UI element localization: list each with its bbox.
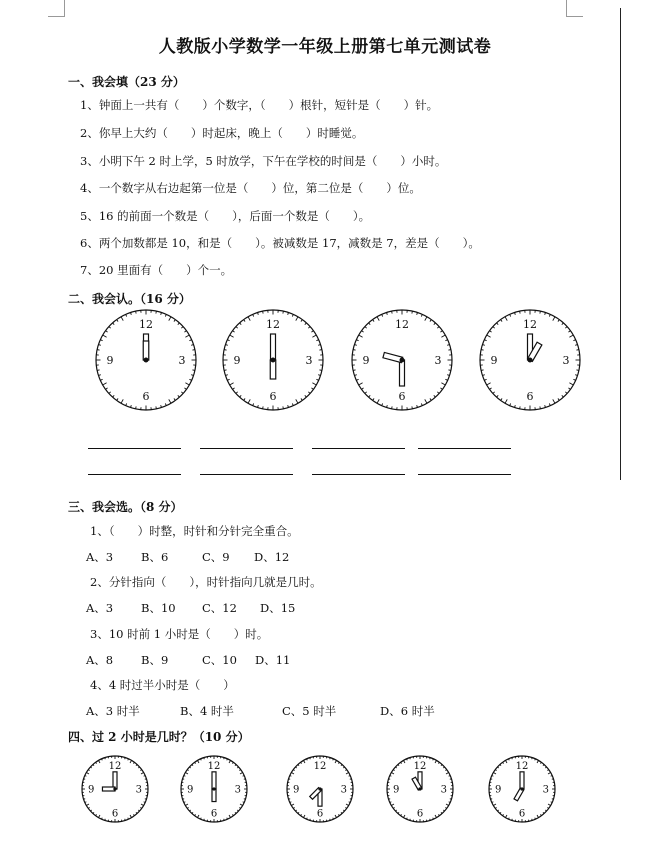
clock-tick bbox=[224, 758, 225, 760]
clock-tick bbox=[330, 819, 331, 821]
clock-number: 9 bbox=[88, 784, 95, 796]
s3-question-2: 2、分针指向（ ），时针指向几就是几时。 bbox=[90, 575, 322, 589]
clock-tick bbox=[310, 819, 311, 821]
clock-tick bbox=[156, 406, 157, 408]
clock-tick bbox=[263, 406, 264, 408]
option[interactable]: D、6 时半 bbox=[380, 704, 435, 718]
clock-number: 9 bbox=[293, 784, 300, 796]
clock-tick bbox=[390, 802, 392, 803]
clock-face bbox=[383, 752, 457, 826]
option[interactable]: D、11 bbox=[255, 653, 291, 667]
option[interactable]: A、8 bbox=[86, 653, 114, 667]
clock-number: 12 bbox=[515, 760, 529, 772]
clock-number: 3 bbox=[542, 784, 549, 796]
clock-tick bbox=[349, 802, 351, 803]
clock-tick bbox=[289, 779, 291, 780]
hour-hand bbox=[143, 341, 149, 360]
clock-tick bbox=[353, 350, 355, 351]
clock-tick bbox=[128, 818, 129, 820]
clock-tick bbox=[552, 799, 554, 800]
clock-tick bbox=[576, 350, 578, 351]
clock-tick bbox=[449, 776, 451, 777]
clock-tick bbox=[551, 776, 553, 777]
clock-tick bbox=[407, 818, 408, 820]
clock-tick bbox=[307, 759, 308, 761]
option[interactable]: B、6 bbox=[141, 550, 169, 564]
clock-tick bbox=[97, 370, 99, 371]
clock-tick bbox=[448, 370, 450, 371]
clock-number: 3 bbox=[434, 353, 442, 367]
answer-blank[interactable] bbox=[200, 448, 293, 449]
clock-tick bbox=[145, 779, 147, 780]
clock-number: 6 bbox=[210, 808, 218, 820]
clock-tick bbox=[156, 311, 157, 313]
clock-number: 6 bbox=[526, 389, 534, 403]
clock-tick bbox=[407, 759, 408, 761]
clock-center bbox=[318, 787, 321, 790]
clock-number: 9 bbox=[187, 784, 194, 796]
clock-tick bbox=[430, 819, 431, 821]
option[interactable]: B、10 bbox=[141, 601, 176, 615]
option[interactable]: A、3 bbox=[86, 601, 114, 615]
clock-tick bbox=[330, 758, 331, 760]
clock-tick bbox=[307, 818, 308, 820]
clock-tick bbox=[333, 818, 334, 820]
clock-tick bbox=[283, 311, 284, 313]
clock-tick bbox=[227, 818, 228, 820]
section3-heading: 三、我会选。（8 分） bbox=[68, 500, 183, 514]
hour-hand bbox=[270, 360, 276, 379]
clock-tick bbox=[102, 818, 103, 820]
clock-tick bbox=[128, 759, 129, 761]
clock-tick bbox=[85, 802, 87, 803]
s1-item-2: 2、你早上大约（ ）时起床，晚上（ ）时睡觉。 bbox=[80, 126, 364, 140]
clock-tick bbox=[389, 799, 391, 800]
clock-tick bbox=[290, 776, 292, 777]
clock-tick bbox=[448, 350, 450, 351]
clock-tick bbox=[319, 370, 321, 371]
clock-tick bbox=[204, 819, 205, 821]
minute-hand bbox=[400, 360, 405, 386]
hour-hand bbox=[212, 789, 216, 802]
clock-tick bbox=[224, 819, 225, 821]
clock-number: 9 bbox=[106, 353, 114, 367]
clock-number: 9 bbox=[490, 353, 498, 367]
clock-face bbox=[348, 306, 456, 414]
clock-tick bbox=[410, 819, 411, 821]
clock-tick bbox=[492, 776, 494, 777]
clock-tick bbox=[389, 779, 391, 780]
clock-center bbox=[418, 787, 421, 790]
clock-tick bbox=[289, 799, 291, 800]
clock-tick bbox=[410, 758, 411, 760]
clock-tick bbox=[532, 819, 533, 821]
clock-tick bbox=[509, 759, 510, 761]
answer-blank[interactable] bbox=[418, 474, 511, 475]
clock-tick bbox=[184, 802, 186, 803]
clock-tick bbox=[390, 776, 392, 777]
clock-tick bbox=[97, 350, 99, 351]
clock-tick bbox=[183, 779, 185, 780]
clock-number: 6 bbox=[269, 389, 277, 403]
option[interactable]: C、12 bbox=[202, 601, 237, 615]
option[interactable]: B、9 bbox=[141, 653, 169, 667]
clock-face bbox=[177, 752, 251, 826]
clock-tick bbox=[535, 759, 536, 761]
s3-question-4: 4、4 时过半小时是（ ） bbox=[90, 678, 235, 692]
clock-tick bbox=[84, 799, 86, 800]
clock-tick bbox=[491, 779, 493, 780]
clock-tick bbox=[192, 370, 194, 371]
clock-center bbox=[528, 358, 533, 363]
clock-number: 12 bbox=[413, 760, 427, 772]
clock-number: 12 bbox=[139, 317, 153, 331]
clock-center bbox=[520, 787, 523, 790]
clock-number: 3 bbox=[562, 353, 570, 367]
clock-center bbox=[144, 358, 149, 363]
s1-item-7: 7、20 里面有（ ）个一。 bbox=[80, 263, 233, 277]
clock-tick bbox=[491, 799, 493, 800]
clock-tick bbox=[520, 406, 521, 408]
section1-heading: 一、我会填（23 分） bbox=[68, 75, 185, 89]
clock-face bbox=[219, 306, 327, 414]
answer-blank[interactable] bbox=[200, 474, 293, 475]
option[interactable]: D、12 bbox=[254, 550, 290, 564]
clock-tick bbox=[512, 758, 513, 760]
s1-item-4: 4、一个数字从右边起第一位是（ ）位，第二位是（ ）位。 bbox=[80, 181, 421, 195]
clock-tick bbox=[576, 370, 578, 371]
clock-tick bbox=[333, 759, 334, 761]
hour-hand bbox=[102, 787, 115, 791]
option[interactable]: C、5 时半 bbox=[282, 704, 337, 718]
clock-tick bbox=[136, 311, 137, 313]
clock-number: 3 bbox=[340, 784, 347, 796]
s1-item-1: 1、钟面上一共有（ ）个数字，（ ）根针，短针是（ ）针。 bbox=[80, 98, 439, 112]
clock-tick bbox=[244, 799, 246, 800]
s3-question-1: 1、（ ）时整，时针和分针完全重合。 bbox=[90, 524, 299, 538]
clock-tick bbox=[350, 799, 352, 800]
clock-number: 12 bbox=[266, 317, 280, 331]
option[interactable]: D、15 bbox=[260, 601, 296, 615]
crop-mark-top-right bbox=[566, 0, 583, 17]
clock-tick bbox=[224, 370, 226, 371]
section4-heading: 四、过 2 小时是几时？（10 分） bbox=[68, 730, 250, 744]
clock-tick bbox=[551, 802, 553, 803]
clock-tick bbox=[349, 776, 351, 777]
clock-tick bbox=[184, 776, 186, 777]
clock-face bbox=[476, 306, 584, 414]
clock-tick bbox=[392, 406, 393, 408]
clock-tick bbox=[481, 370, 483, 371]
clock-tick bbox=[512, 819, 513, 821]
clock-number: 6 bbox=[142, 389, 150, 403]
clock-tick bbox=[535, 818, 536, 820]
clock-tick bbox=[532, 758, 533, 760]
clock-number: 3 bbox=[135, 784, 142, 796]
option[interactable]: C、9 bbox=[202, 550, 230, 564]
clock-tick bbox=[433, 759, 434, 761]
clock-tick bbox=[201, 759, 202, 761]
clock-tick bbox=[412, 406, 413, 408]
answer-blank[interactable] bbox=[88, 474, 181, 475]
clock-number: 3 bbox=[234, 784, 241, 796]
clock-center bbox=[271, 358, 276, 363]
minute-hand bbox=[271, 334, 276, 360]
clock-number: 6 bbox=[416, 808, 424, 820]
clock-number: 3 bbox=[440, 784, 447, 796]
clock-center bbox=[400, 358, 405, 363]
clock-tick bbox=[449, 802, 451, 803]
option[interactable]: B、4 时半 bbox=[180, 704, 234, 718]
clock-tick bbox=[263, 311, 264, 313]
clock-number: 12 bbox=[207, 760, 221, 772]
clock-tick bbox=[350, 779, 352, 780]
clock-number: 6 bbox=[316, 808, 324, 820]
clock-face bbox=[92, 306, 200, 414]
clock-number: 6 bbox=[398, 389, 406, 403]
page-title: 人教版小学数学一年级上册第七单元测试卷 bbox=[158, 37, 492, 57]
option[interactable]: A、3 时半 bbox=[86, 704, 140, 718]
clock-tick bbox=[412, 311, 413, 313]
clock-number: 9 bbox=[495, 784, 502, 796]
clock-face bbox=[283, 752, 357, 826]
clock-tick bbox=[540, 406, 541, 408]
clock-number: 9 bbox=[233, 353, 241, 367]
clock-tick bbox=[552, 779, 554, 780]
clock-number: 3 bbox=[178, 353, 186, 367]
clock-tick bbox=[84, 779, 86, 780]
clock-tick bbox=[392, 311, 393, 313]
clock-tick bbox=[183, 799, 185, 800]
clock-tick bbox=[125, 819, 126, 821]
clock-tick bbox=[102, 759, 103, 761]
clock-tick bbox=[136, 406, 137, 408]
clock-face bbox=[78, 752, 152, 826]
minute-hand bbox=[212, 772, 216, 789]
clock-tick bbox=[204, 758, 205, 760]
clock-tick bbox=[243, 776, 245, 777]
clock-tick bbox=[125, 758, 126, 760]
clock-tick bbox=[201, 818, 202, 820]
s1-item-5: 5、16 的前面一个数是（ ），后面一个数是（ ）。 bbox=[80, 209, 371, 223]
section2-heading: 二、我会认。（16 分） bbox=[68, 292, 191, 306]
clock-number: 12 bbox=[108, 760, 122, 772]
crop-mark-top-left bbox=[48, 0, 65, 17]
clock-number: 12 bbox=[523, 317, 537, 331]
clock-tick bbox=[430, 758, 431, 760]
clock-number: 9 bbox=[393, 784, 400, 796]
clock-tick bbox=[509, 818, 510, 820]
s1-item-6: 6、两个加数都是 10，和是（ ）。被减数是 17，减数是 7，差是（ ）。 bbox=[80, 236, 480, 250]
s3-question-3: 3、10 时前 1 小时是（ ）时。 bbox=[90, 627, 269, 641]
clock-tick bbox=[192, 350, 194, 351]
clock-tick bbox=[243, 802, 245, 803]
clock-number: 3 bbox=[305, 353, 313, 367]
option[interactable]: C、10 bbox=[202, 653, 237, 667]
clock-tick bbox=[290, 802, 292, 803]
clock-tick bbox=[227, 759, 228, 761]
clock-tick bbox=[481, 350, 483, 351]
option[interactable]: A、3 bbox=[86, 550, 114, 564]
clock-tick bbox=[450, 799, 452, 800]
clock-tick bbox=[520, 311, 521, 313]
clock-tick bbox=[224, 350, 226, 351]
clock-tick bbox=[144, 776, 146, 777]
margin-rule bbox=[620, 8, 621, 480]
answer-blank[interactable] bbox=[88, 448, 181, 449]
clock-tick bbox=[319, 350, 321, 351]
clock-tick bbox=[353, 370, 355, 371]
clock-tick bbox=[492, 802, 494, 803]
s1-item-3: 3、小明下午 2 时上学，5 时放学，下午在学校的时间是（ ）小时。 bbox=[80, 154, 447, 168]
clock-tick bbox=[105, 758, 106, 760]
clock-number: 12 bbox=[313, 760, 327, 772]
clock-tick bbox=[433, 818, 434, 820]
answer-blank[interactable] bbox=[312, 448, 405, 449]
clock-tick bbox=[85, 776, 87, 777]
clock-tick bbox=[144, 802, 146, 803]
clock-center bbox=[113, 787, 116, 790]
clock-face bbox=[485, 752, 559, 826]
minute-hand bbox=[520, 772, 524, 789]
answer-blank[interactable] bbox=[312, 474, 405, 475]
clock-center bbox=[212, 787, 215, 790]
clock-tick bbox=[145, 799, 147, 800]
clock-tick bbox=[105, 819, 106, 821]
clock-number: 6 bbox=[518, 808, 526, 820]
clock-tick bbox=[283, 406, 284, 408]
clock-number: 12 bbox=[395, 317, 409, 331]
clock-number: 6 bbox=[111, 808, 119, 820]
clock-tick bbox=[310, 758, 311, 760]
clock-tick bbox=[540, 311, 541, 313]
clock-number: 9 bbox=[362, 353, 370, 367]
answer-blank[interactable] bbox=[418, 448, 511, 449]
clock-tick bbox=[450, 779, 452, 780]
clock-tick bbox=[244, 779, 246, 780]
